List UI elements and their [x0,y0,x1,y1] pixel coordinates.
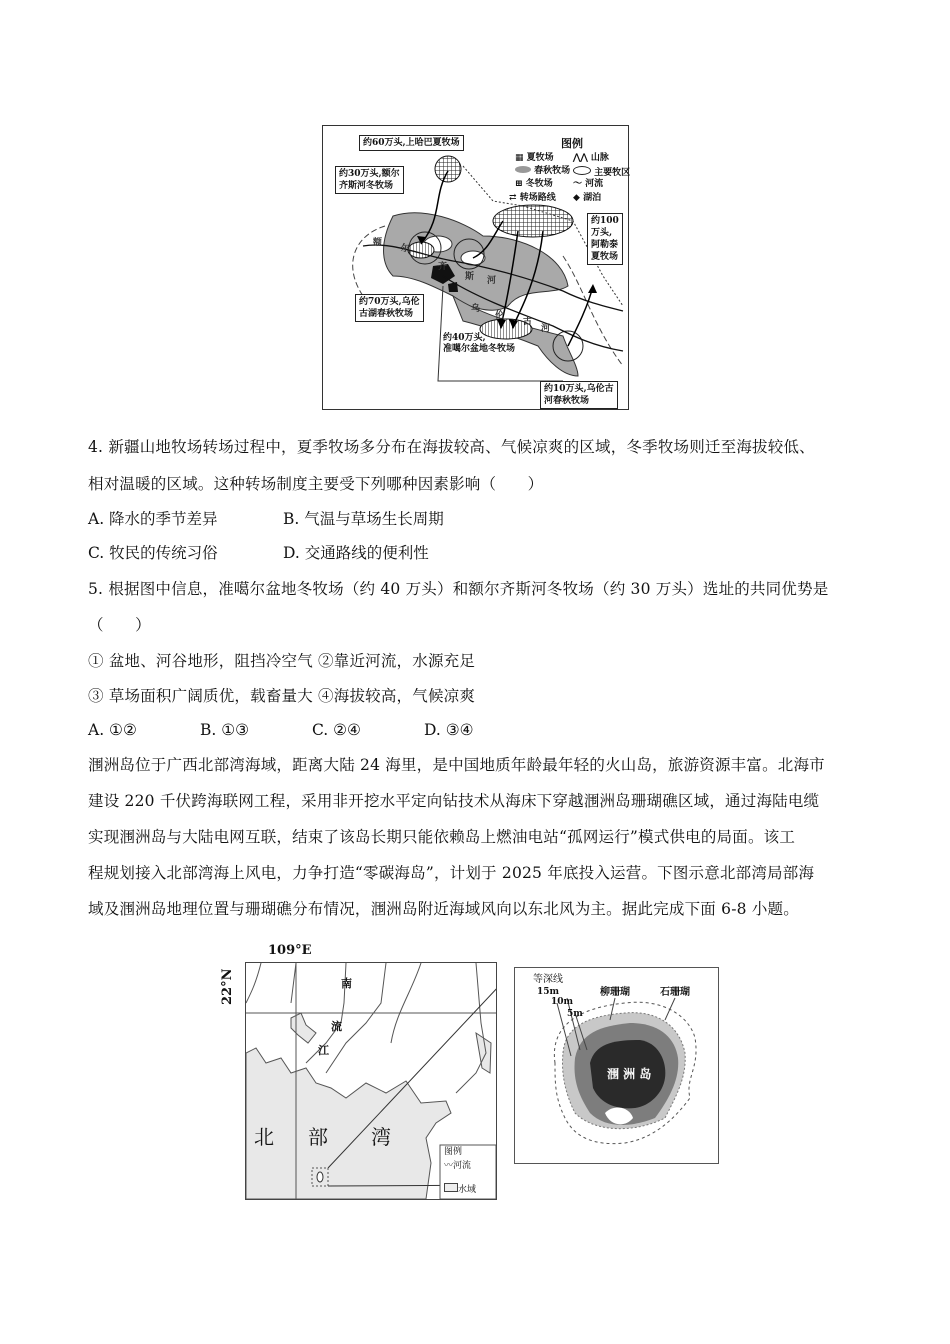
q5-option-c[interactable]: C. ②④ [312,721,361,739]
passage-line-4: 程规划接入北部湾海上风电，力争打造“零碳海岛”，计划于 2025 年底投入运营。下图示意北部湾局部海 [88,864,815,882]
q5-option-b[interactable]: B. ①③ [200,721,250,739]
figure2-legend-water: 水域 [444,1183,476,1196]
callout-wulungu-river: 约10万头,乌伦古 河春秋牧场 [540,381,618,409]
beibu-gulf-map [245,962,497,1200]
river-label-char: 河 [487,276,497,286]
legend-mountain: ⋀⋀ 山脉 [573,153,609,163]
q5-items-line2: ③ 草场面积广阔质优，载畜量大 ④海拔较高，气候凉爽 [88,687,476,705]
legend-title: 图例 [561,137,583,150]
q5-stem-line1: 5. 根据图中信息，准噶尔盆地冬牧场（约 40 万头）和额尔齐斯河冬牧场（约 30 万头）选址的共同优势是 [88,580,829,598]
q4-option-b[interactable]: B. 气温与草场生长周期 [283,510,444,528]
latitude-label: 22°N [220,968,235,1005]
longitude-label: 109°E [268,943,312,958]
gulf-char-wan: 湾 [371,1125,391,1149]
passage-line-5: 域及涠洲岛地理位置与珊瑚礁分布情况，涠洲岛附近海域风向以东北风为主。据此完成下面 6-8 小题。 [88,900,799,918]
isobath-5m: 5m [567,1009,583,1019]
q4-options-row2 [88,543,429,563]
gulf-char-bei: 北 [254,1125,274,1149]
pasture-transfer-map [322,125,629,410]
q4-options-row1 [88,509,444,529]
weizhou-island-inset [514,967,719,1164]
coral-label-gorgonian: 柳珊瑚 [600,987,630,998]
q4-stem-line2: 相对温暖的区域。这种转场制度主要受下列哪种因素影响（ ） [88,475,544,493]
river-label-char: 古 [523,317,533,327]
legend-spring-autumn-pasture: 春秋牧场 [515,166,570,177]
coral-label-stony: 石珊瑚 [660,987,690,998]
passage-line-3: 实现涠洲岛与大陆电网互联，结束了该岛长期只能依赖岛上燃油电站“孤网运行”模式供电的局面。该工 [88,828,796,846]
river-char-liu: 流 [331,1020,342,1033]
isobath-10m: 10m [551,997,574,1007]
q4-stem-line1: 4. 新疆山地牧场转场过程中，夏季牧场多分布在海拔较高、气候凉爽的区域，冬季牧场则迁至海拔较低、 [88,438,815,456]
passage-line-2: 建设 220 千伏跨海联网工程，采用非开挖水平定向钻技术从海床下穿越涠洲岛珊瑚礁区域，通过海陆电缆 [88,792,820,810]
isobath-15m: 15m [537,987,560,997]
legend-summer-pasture: ▦ 夏牧场 [515,153,554,163]
q4-option-c[interactable]: C. 牧民的传统习俗 [88,544,218,562]
river-label-char: 伦 [495,311,505,321]
river-char-nan: 南 [341,977,352,990]
river-label-char: 尔 [401,244,411,254]
q5-stem-line2: （ ） [88,616,151,634]
q5-option-d[interactable]: D. ③④ [424,721,474,739]
legend-lake: ◆ 湖泊 [573,193,602,203]
q4-option-d[interactable]: D. 交通路线的便利性 [283,544,429,562]
river-label-char: 齐 [438,262,448,272]
river-label-char: 河 [541,324,551,334]
q5-options-row [88,720,474,740]
callout-altai-summer: 约100 万头, 阿勒泰 夏牧场 [587,213,623,265]
isobath-title: 等深线 [533,974,563,985]
island-name-label: 涠 洲 岛 [607,1067,652,1081]
label-junggar-winter: 约40万头, 准噶尔盆地冬牧场 [443,333,516,354]
q4-option-a[interactable]: A. 降水的季节差异 [88,510,218,528]
legend-main-pasture: 主要牧区 [573,166,630,179]
gulf-char-bu: 部 [308,1125,328,1149]
q5-items-line1: ① 盆地、河谷地形，阻挡冷空气 ②靠近河流，水源充足 [88,652,476,670]
river-label-char: 乌 [471,304,481,314]
river-char-jiang: 江 [318,1044,329,1057]
callout-wulungu-lake: 约70万头,乌伦 古湖春秋牧场 [355,294,424,322]
figure2-legend-river: 〰河流 [444,1161,472,1171]
callout-shangha-summer: 约60万头,上哈巴夏牧场 [359,135,464,151]
legend-river: 〜 河流 [573,179,604,189]
figure2-legend-title: 图例 [444,1147,463,1157]
callout-erqisi-winter: 约30万头,额尔 齐斯河冬牧场 [335,166,404,194]
river-label-char: 额 [373,238,383,248]
legend-transfer-route: ⇄ 转场路线 [509,193,556,203]
river-label-char: 斯 [465,272,475,282]
passage-line-1: 涠洲岛位于广西北部湾海域，距离大陆 24 海里，是中国地质年龄最年轻的火山岛，旅游资源丰富。北海市 [88,756,825,774]
legend-winter-pasture: ⊞ 冬牧场 [515,179,553,189]
q5-option-a[interactable]: A. ①② [88,721,137,739]
